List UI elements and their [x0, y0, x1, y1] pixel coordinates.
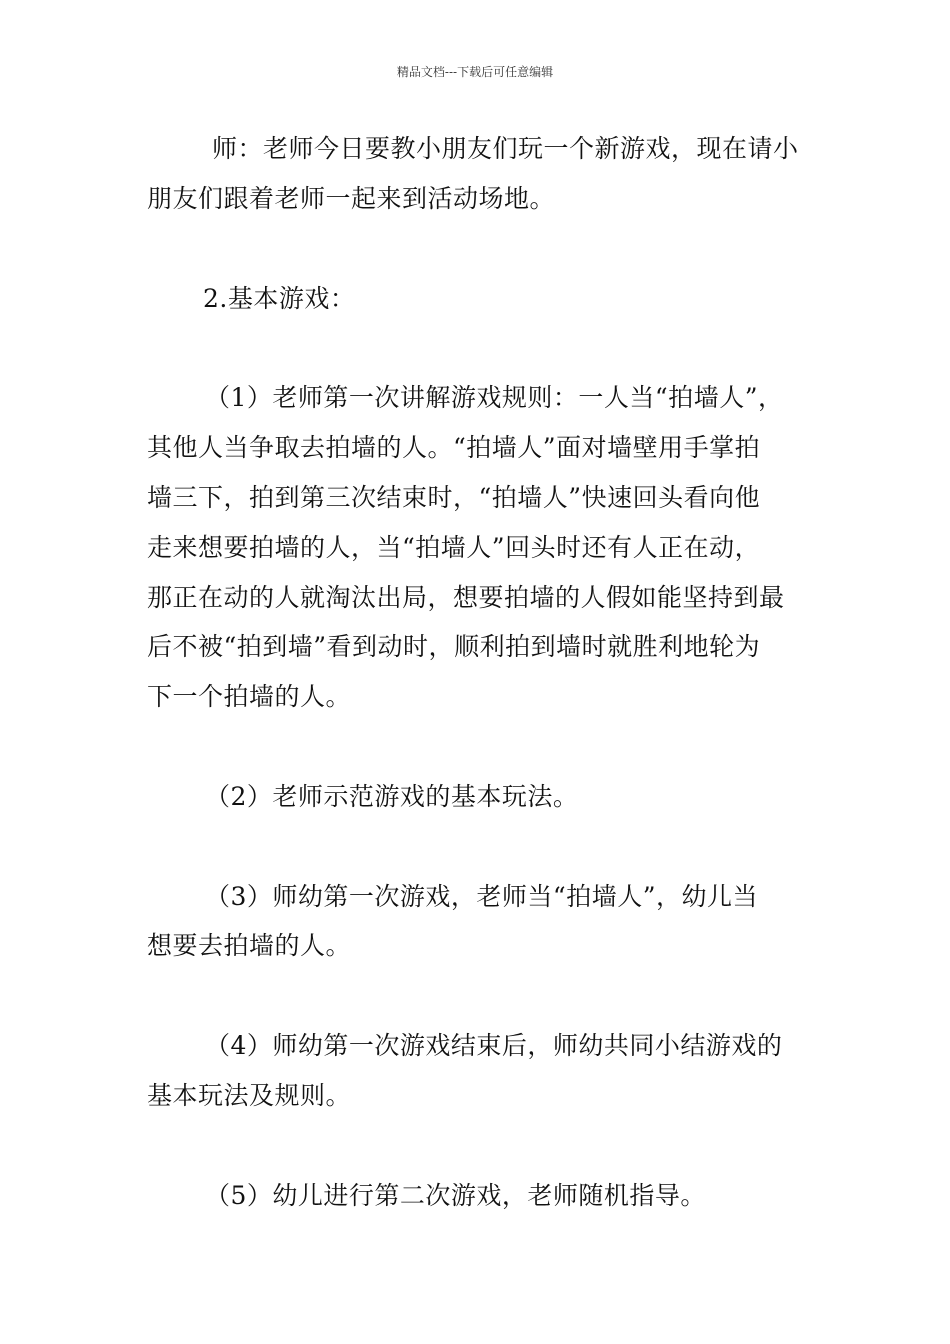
text-line: （3）师幼第一次游戏，老师当“拍墙人”，幼儿当	[205, 882, 758, 911]
text-line: 那正在动的人就淘汰出局，想要拍墙的人假如能坚持到最	[147, 583, 785, 612]
text-line: 走来想要拍墙的人，当“拍墙人”回头时还有人正在动，	[147, 533, 761, 562]
section-heading: 2.基本游戏：	[203, 284, 356, 313]
text-line: （4）师幼第一次游戏结束后，师幼共同小结游戏的	[205, 1031, 783, 1060]
text-line: 墙三下，拍到第三次结束时，“拍墙人”快速回头看向他	[147, 483, 761, 512]
text-line: （1）老师第一次讲解游戏规则：一人当“拍墙人”，	[205, 383, 784, 412]
text-line: 其他人当争取去拍墙的人。“拍墙人”面对墙壁用手掌拍	[147, 433, 761, 462]
text-line: 想要去拍墙的人。	[147, 931, 352, 960]
text-line: 后不被“拍到墙”看到动时，顺利拍到墙时就胜利地轮为	[147, 632, 761, 661]
text-line: （5）幼儿进行第二次游戏，老师随机指导。	[205, 1181, 706, 1210]
text-line: 师：老师今日要教小朋友们玩一个新游戏，现在请小	[212, 134, 799, 163]
page-header: 精品文档---下载后可任意编辑	[396, 65, 554, 79]
text-line: 朋友们跟着老师一起来到活动场地。	[147, 184, 556, 213]
text-line: 基本玩法及规则。	[147, 1081, 352, 1110]
text-line: 下一个拍墙的人。	[147, 682, 352, 711]
text-line: （2）老师示范游戏的基本玩法。	[205, 782, 579, 811]
